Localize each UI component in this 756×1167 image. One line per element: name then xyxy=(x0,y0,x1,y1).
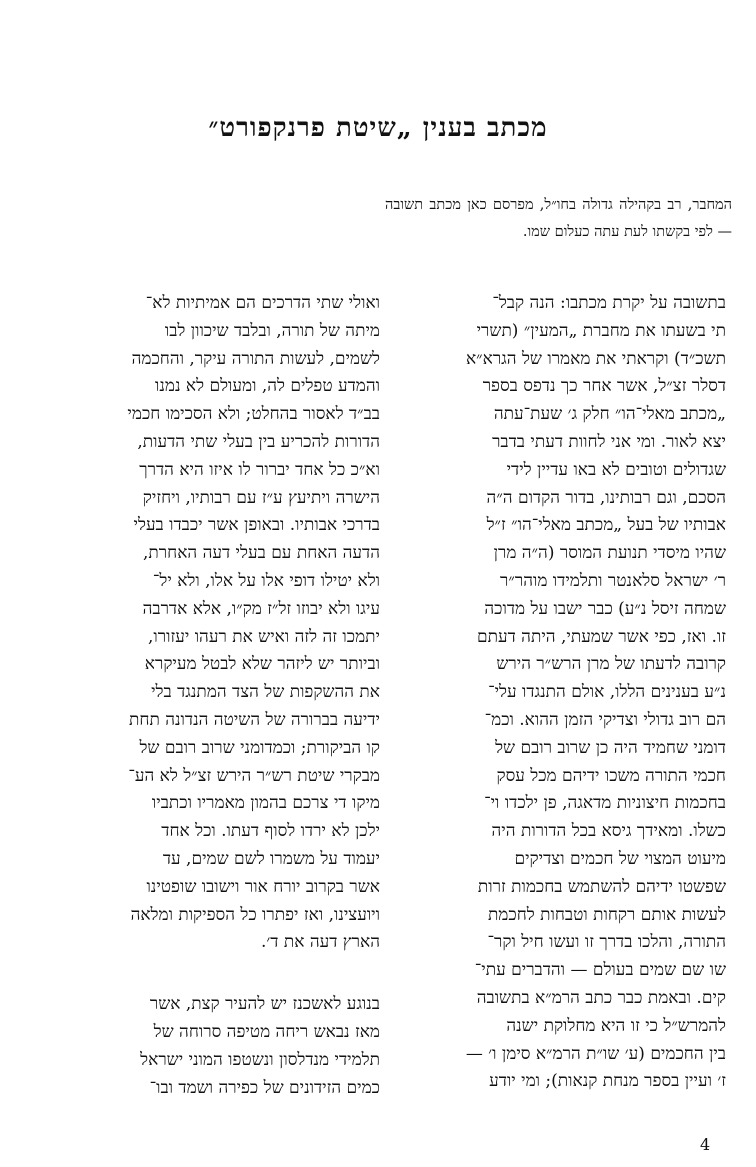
text-line: בין החכמים (ע׳ שו״ת הרמ״א סימן ו׳ — xyxy=(465,1043,726,1064)
text-line: מאז נבאש ריחה מטיפה סרוחה של xyxy=(153,1021,380,1042)
text-line: בדרכי אבותיו. ובאופן אשר יכבדו בעלי xyxy=(133,515,380,536)
text-line: הישרה ויתיעץ ע״ז עם רבותיו, ויחזיק xyxy=(142,487,380,508)
text-line: שגדולים וטובים לא באו עדיין לידי xyxy=(506,459,726,480)
text-line: הם רוב גדולי וצדיקי הזמן ההוא. וכמ־ xyxy=(484,709,726,730)
text-line: מיקו די צרכם בהמון מאמריו וכתביו xyxy=(151,793,380,814)
text-line: שו שם שמים בעולם — והדברים עתי־ xyxy=(474,960,726,981)
text-line: וא״כ כל אחד יברור לו איזו היא הדרך xyxy=(139,459,380,480)
text-line: וביותר יש ליזהר שלא לבטל מעיקרא xyxy=(144,654,380,675)
text-line: הארץ דעה את ד׳. xyxy=(260,932,380,953)
text-line: יצא לאור. ומי אני לחוות דעתי בדבר xyxy=(492,431,726,452)
text-line: ילכן לא ירדו לסוף דעתו. וכל אחד xyxy=(161,821,380,842)
text-line: ויועצינו, ואז יפתרו כל הספיקות ומלאה xyxy=(130,904,380,925)
text-line: יעמוד על משמרו לשם שמים, עד xyxy=(162,848,380,869)
text-line: דומני שחמיד היה כן שרוב רובם של xyxy=(495,737,726,758)
text-column-left xyxy=(40,290,380,1102)
text-line: נ״ע בענינים הללו, אולם התנגדו עלי־ xyxy=(488,682,726,703)
text-line: מיעוט המצוי של חכמים וצדיקים xyxy=(514,848,726,869)
text-line: חכמי התורה משכו ידיהם מכל עסק xyxy=(496,765,726,786)
paragraph-2 xyxy=(40,991,380,1102)
text-line: ז׳ ועיין בספר מנחת קנאות); ומי יודע xyxy=(489,1071,726,1092)
text-line: תי בשעתו את מחברת „המעין״ (תשרי xyxy=(476,320,726,341)
text-line: עיגו ולא יבוזו זל״ז מק״ו, אלא אדרבה xyxy=(142,598,380,619)
text-line: יתמכו זה לזה ואיש את רעהו יעזורו, xyxy=(148,626,380,647)
text-line: להמרש״ל כי זו היא מחלוקת ישנה xyxy=(506,1015,726,1036)
text-line: הדעה האחת עם בעלי דעה האחרת, xyxy=(143,543,380,564)
text-line: את ההשקפות של הצד המתנגד בלי xyxy=(151,682,380,703)
text-line: הסכם, וגם רבותינו, בדור הקדום ה״ה xyxy=(486,487,726,508)
text-line: דסלר זצ״ל, אשר אחר כך נדפס בספר xyxy=(482,376,726,397)
text-line: לעשות אותם רקחות וטבחות לחכמת xyxy=(487,904,726,925)
text-column-right xyxy=(396,290,726,1096)
text-line: לשמים, לעשות התורה עיקר, והחכמה xyxy=(131,348,380,369)
text-line: זו. ואז, כפי אשר שמעתי, היתה דעתם xyxy=(477,626,726,647)
article-title: מכתב בענין „שיטת פרנקפורט״ xyxy=(208,113,548,143)
page-number: 4 xyxy=(700,1135,711,1154)
text-line: קו הביקורת; וכמדומני שרוב רובם של xyxy=(139,737,380,758)
text-line: „מכתב מאלי־הו״ חלק ג׳ שעת־עתה xyxy=(493,404,726,425)
text-line: ר׳ ישראל סלאנטר ותלמידו מוהר״ר xyxy=(500,570,726,591)
text-line: כשלו. ומאידך גיסא בכל הדורות היה xyxy=(491,821,726,842)
text-line: מבקרי שיטת רש״ר הירש זצ״ל לא הע־ xyxy=(128,765,380,786)
text-line: כמים הזידונים של כפירה ושמד ובו־ xyxy=(149,1077,380,1098)
text-line: ואולי שתי הדרכים הם אמיתיות לא־ xyxy=(145,293,380,313)
paragraph-1 xyxy=(40,290,380,957)
text-line: תשכ״ד) וקראתי את מאמרו של הגרא״א xyxy=(465,348,726,369)
text-line: תלמידי מנדלסון ונשטפו המוני ישראל xyxy=(140,1049,380,1070)
text-line: בתשובה על יקרת מכתבו: הנה קבל־ xyxy=(492,293,726,313)
text-line: אבותיו של בעל „מכתב מאלי־הו״ ז״ל xyxy=(486,515,726,536)
text-line: מיתה של תורה, ובלבד שיכוון לבו xyxy=(164,320,380,341)
paragraph-gap xyxy=(40,957,380,991)
text-line: והמדע טפלים לה, ומעולם לא נמנו xyxy=(155,376,380,397)
text-line: ולא יטילו דופי אלו על אלו, ולא יל־ xyxy=(152,570,380,591)
text-line: הדורות להכריע בין בעלי שתי הדעות, xyxy=(137,431,380,452)
text-line: ידיעה בברורה של השיטה הנדונה תחת xyxy=(129,709,380,730)
text-line: בב״ד לאסור בהחלט; ולא הסכימו חכמי xyxy=(127,404,380,425)
text-line: שמחה זיסל נ״ע) כבר ישבו על מדוכה xyxy=(484,598,726,619)
text-line: בנוגע לאשכנז יש להעיר קצת, אשר xyxy=(149,994,380,1015)
text-line: בחכמות חיצוניות מדאגה, פן ילכדו וי־ xyxy=(484,793,726,814)
text-line: קים. ובאמת כבר כתב הרמ״א בתשובה xyxy=(476,987,726,1008)
text-line: שהיו מיסדי תנועת המוסר (ה״ה מרן xyxy=(493,543,726,564)
text-line: אשר בקרוב יורח אור וישובו שופטינו xyxy=(146,876,380,897)
text-line: שפשטו ידיהם להשתמש בחכמות זרות xyxy=(477,876,726,897)
text-line: התורה, והלכו בדרך זו ועשו חיל וקר־ xyxy=(487,932,726,953)
text-line: קרובה לדעתו של מרן הרש״ר הירש xyxy=(496,654,726,675)
author-note: המחבר, רב בקהילה גדולה בחו״ל, מפרסם כאן מכתב תשובה — לפי בקשתו לעת עתה כעלום שמו. xyxy=(385,197,732,240)
